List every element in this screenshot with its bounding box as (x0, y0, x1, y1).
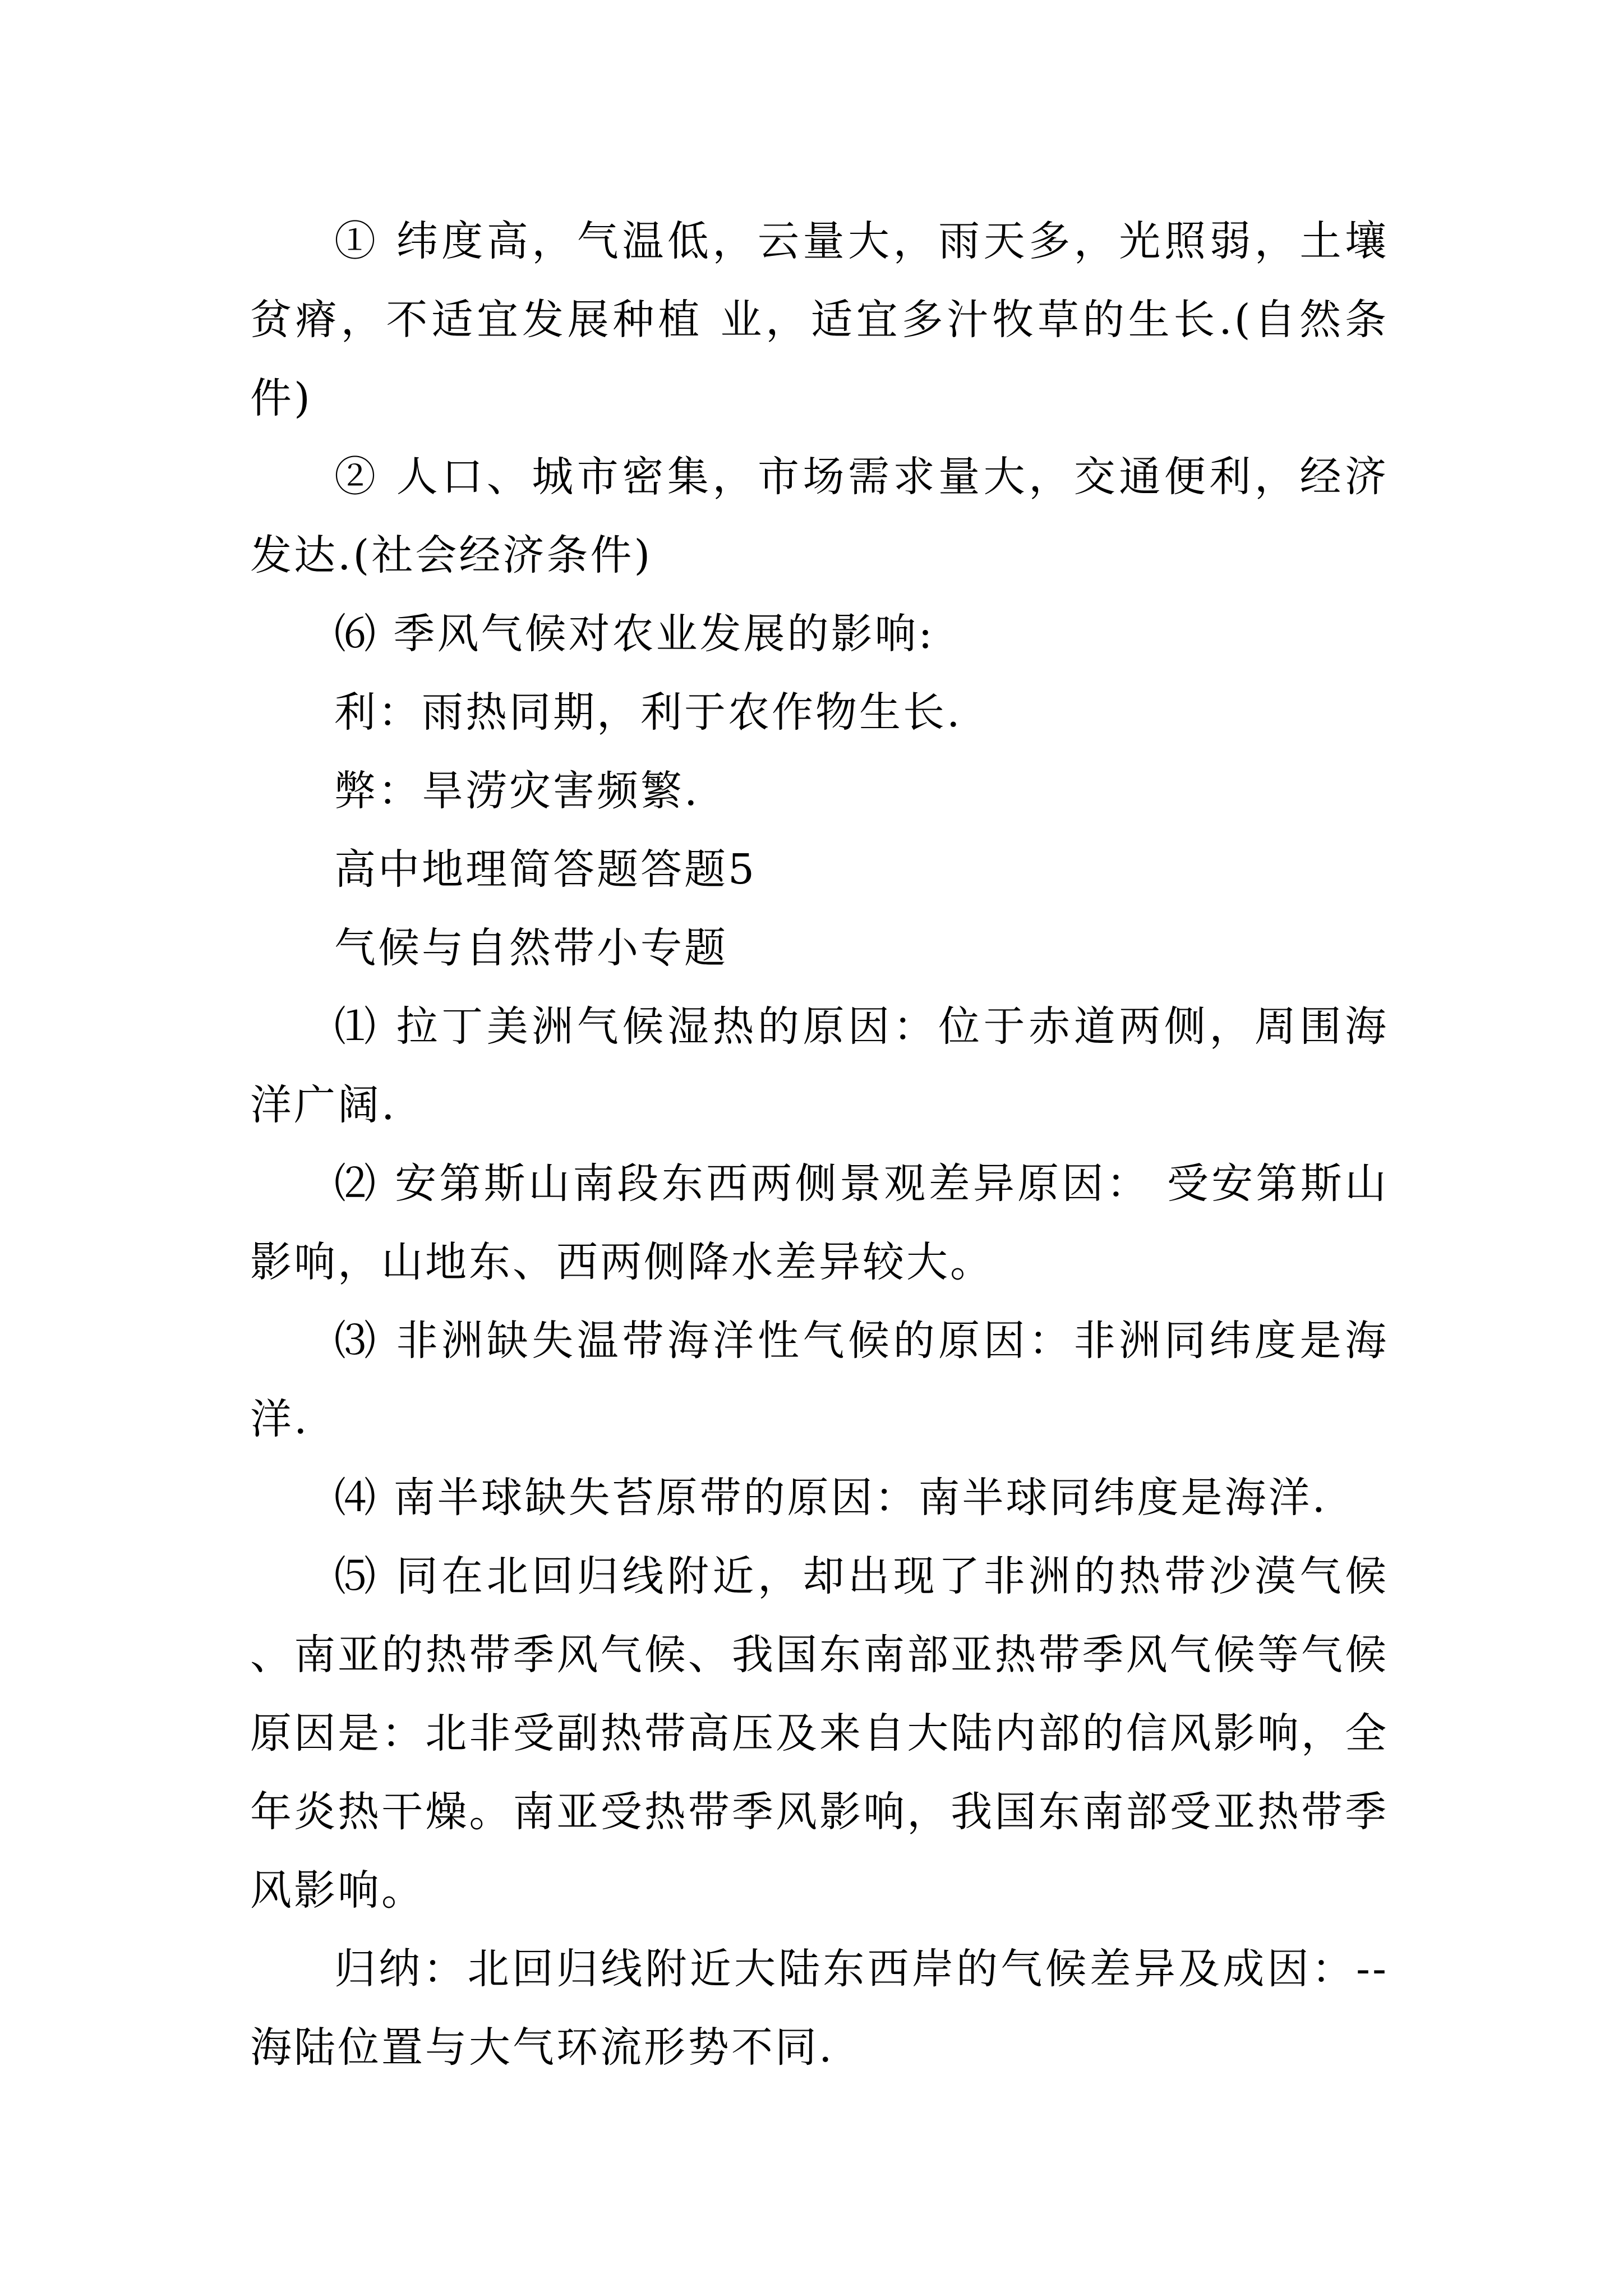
paragraph-monsoon-advantage: 利：雨热同期，利于农作物生长. (334, 688, 962, 737)
paragraph-latin-america-climate: ⑴ 拉丁美洲气候湿热的原因：位于赤道两侧，周围海洋广阔. (250, 1002, 1389, 1129)
document-body (250, 202, 1389, 2087)
paragraph-tropic-of-cancer-climates: ⑸ 同在北回归线附近，却出现了非洲的热带沙漠气候、南亚的热带季风气候、我国东南部亚热带季风气候等气候原因是：北非受副热带高压及来自大陆内部的信风影响，全年炎热干燥。南亚受热带季风影响，我国东南部受亚热带季风影响。 (250, 1552, 1389, 1915)
paragraph-natural-conditions: ① 纬度高，气温低，云量大，雨天多，光照弱，土壤贫瘠，不适宜发展种植 业，适宜多汁牧草的生长.(自然条件) (250, 217, 1389, 422)
paragraph-southern-hemisphere-tundra: ⑷ 南半球缺失苔原带的原因：南半球同纬度是海洋. (334, 1474, 1328, 1522)
paragraph-africa-maritime-climate: ⑶ 非洲缺失温带海洋性气候的原因：非洲同纬度是海洋. (250, 1317, 1389, 1443)
paragraph-socioeconomic-conditions: ② 人口、城市密集，市场需求量大，交通便利，经济发达.(社会经济条件) (250, 453, 1389, 579)
paragraph-summary: 归纳：北回归线附近大陆东西岸的气候差异及成因：--海陆位置与大气环流形势不同. (250, 1945, 1389, 2072)
section-heading: 高中地理简答题答题5 (334, 845, 757, 894)
section-subheading: 气候与自然带小专题 (334, 924, 728, 972)
paragraph-andes-landscape: ⑵ 安第斯山南段东西两侧景观差异原因： 受安第斯山影响，山地东、西两侧降水差异较大。 (250, 1159, 1389, 1286)
paragraph-monsoon-disadvantage: 弊：旱涝灾害频繁. (334, 767, 700, 815)
paragraph-monsoon-impact-heading: ⑹ 季风气候对农业发展的影响: (334, 610, 935, 658)
